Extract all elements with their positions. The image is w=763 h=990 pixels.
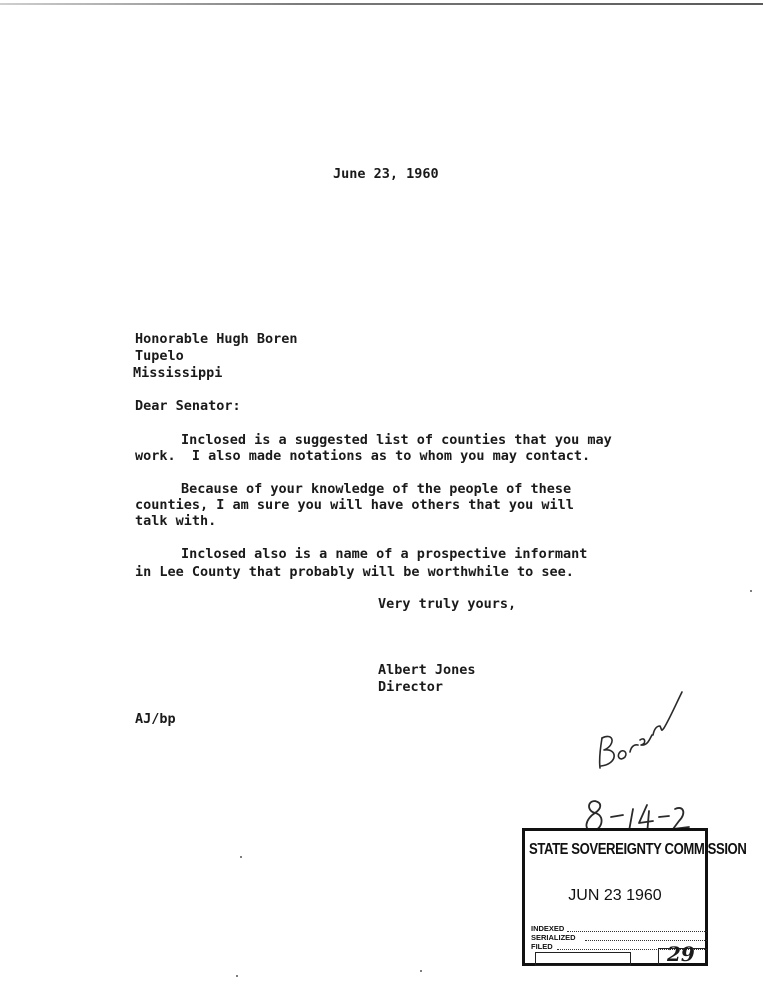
stamp-serialized-label: SERIALIZED <box>531 933 576 942</box>
paragraph-2-line-3: talk with. <box>135 513 217 529</box>
paragraph-1-line-1: Inclosed is a suggested list of counties that you may <box>181 432 612 448</box>
paragraph-2-line-1: Because of your knowledge of the people of these <box>181 481 572 497</box>
paragraph-3-line-2: in Lee County that probably will be worthwhile to see. <box>135 564 574 580</box>
recipient-state: Mississippi <box>133 365 223 381</box>
letter-date: June 23, 1960 <box>333 166 439 182</box>
salutation: Dear Senator: <box>135 398 241 414</box>
recipient-name: Honorable Hugh Boren <box>135 331 298 347</box>
paragraph-3-line-1: Inclosed also is a name of a prospective informant <box>181 546 588 562</box>
handwritten-boren-annotation <box>590 690 690 775</box>
stamp-serialized-row <box>531 934 576 942</box>
received-stamp <box>522 828 747 966</box>
scan-speck <box>236 975 238 977</box>
stamp-filed-row <box>531 943 553 951</box>
top-edge-rule <box>0 3 763 5</box>
stamp-title: STATE SOVEREIGNTY COMMISSION <box>529 841 747 858</box>
stamp-indexed-label: INDEXED <box>531 924 565 933</box>
paragraph-1-line-2: work. I also made notations as to whom you may contact. <box>135 448 591 464</box>
scan-speck <box>420 970 422 972</box>
typist-initials: AJ/bp <box>135 711 176 727</box>
closing: Very truly yours, <box>378 596 517 612</box>
stamp-indexed-row <box>531 925 564 933</box>
scan-speck <box>750 590 752 592</box>
signer-name: Albert Jones <box>378 662 476 678</box>
signer-title: Director <box>378 679 444 695</box>
stamp-blank-box <box>535 952 631 966</box>
stamp-filed-label: FILED <box>531 942 553 951</box>
stamp-file-mark: 29 <box>667 942 695 966</box>
recipient-city: Tupelo <box>135 348 184 364</box>
paragraph-2-line-2: counties, I am sure you will have others that you will <box>135 497 574 513</box>
scan-speck <box>240 856 242 858</box>
stamp-date: JUN 23 1960 <box>568 887 662 904</box>
